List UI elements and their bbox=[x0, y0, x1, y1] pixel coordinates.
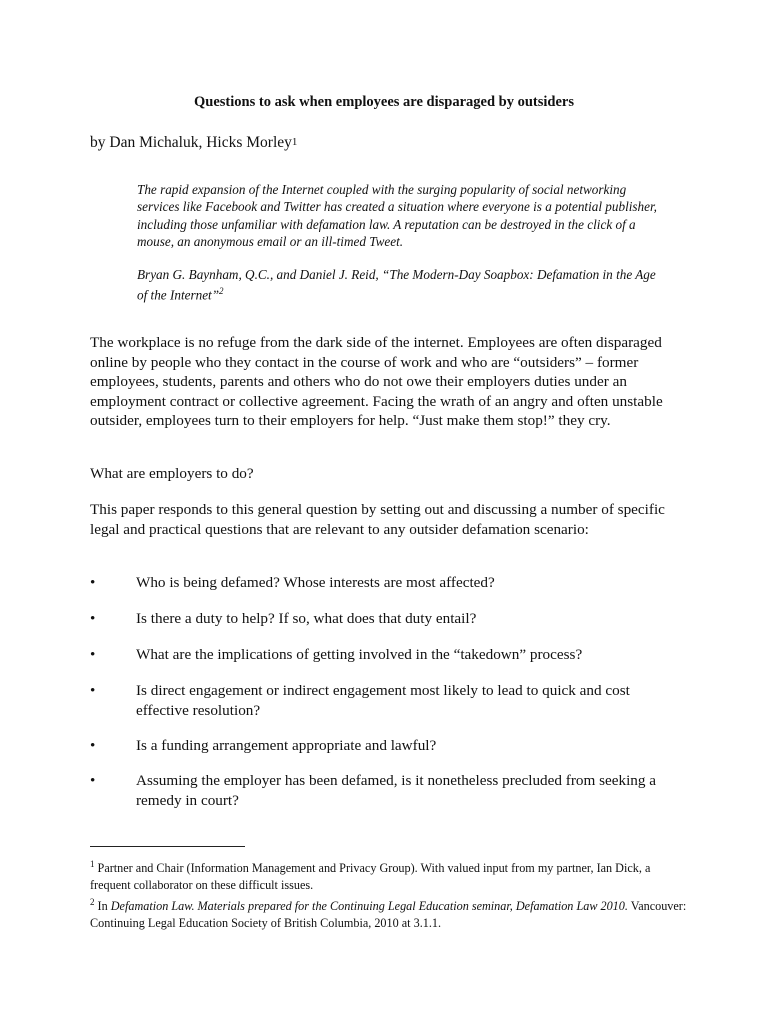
footnote-prefix: In bbox=[97, 899, 111, 914]
footnote-ref-2[interactable]: 2 bbox=[219, 286, 224, 297]
epigraph-quote: The rapid expansion of the Internet coupled with the surging popularity of social networking services like Facebook and Twitter has created a situation where everyone is a potential publisher, including those unfamiliar with defamation law. A reputation can be destroyed in the click of a mouse, an anonymous email or an ill-timed Tweet. bbox=[137, 182, 657, 250]
byline bbox=[90, 134, 297, 152]
epigraph-citation bbox=[137, 266, 657, 304]
citation-text: Bryan G. Baynham, Q.C., and Daniel J. Reid, “The Modern-Day Soapbox: Defamation in the Age of the Internet” bbox=[137, 267, 656, 303]
footnote-divider bbox=[90, 846, 245, 847]
list-item-text: Assuming the employer has been defamed, is it nonetheless precluded from seeking a remedy in court? bbox=[136, 772, 657, 809]
bullet-icon: • bbox=[90, 574, 96, 591]
intro-paragraph: The workplace is no refuge from the dark side of the internet. Employees are often disparaged online by people who they contact in the course of work and who are “outsiders” – former employees, students, parents and others who do not owe their employers duties under an employment contract or collective agreement. Facing the wrath of an angry and often unstable outsider, employees turn to their employers for help. “Just make them stop!” they cry. bbox=[90, 334, 663, 430]
list-item-text: What are the implications of getting involved in the “takedown” process? bbox=[136, 646, 583, 663]
byline-text: by Dan Michaluk, Hicks Morley bbox=[90, 134, 292, 151]
footnote-source-title: Defamation Law. Materials prepared for the Continuing Legal Education seminar, Defamation Law 2010. bbox=[110, 899, 628, 914]
list-item-text: Who is being defamed? Whose interests are most affected? bbox=[136, 574, 495, 591]
footnote-suffix: Vancouver: Continuing Legal Education Society of British Columbia, 2010 at 3.1.1. bbox=[90, 899, 687, 930]
question-paragraph: What are employers to do? bbox=[90, 465, 254, 482]
footnote-text: Partner and Chair (Information Management and Privacy Group). With valued input from my partner, Ian Dick, a frequent collaborator on these difficult issues. bbox=[90, 861, 651, 892]
footnote-number: 2 bbox=[90, 897, 95, 907]
list-item-text: Is there a duty to help? If so, what does that duty entail? bbox=[136, 610, 477, 627]
footnote-number: 1 bbox=[90, 859, 95, 869]
list-item-text: Is direct engagement or indirect engagement most likely to lead to quick and cost effective resolution? bbox=[136, 682, 630, 719]
document-title: Questions to ask when employees are disparaged by outsiders bbox=[194, 94, 574, 110]
bullet-icon: • bbox=[90, 646, 96, 663]
bullet-icon: • bbox=[90, 737, 96, 754]
footnote-1 bbox=[90, 856, 690, 893]
bullet-icon: • bbox=[90, 682, 96, 699]
scope-paragraph: This paper responds to this general question by setting out and discussing a number of specific legal and practical questions that are relevant to any outsider defamation scenario: bbox=[90, 501, 665, 538]
bullet-icon: • bbox=[90, 610, 96, 627]
footnote-2 bbox=[90, 894, 690, 931]
list-item-text: Is a funding arrangement appropriate and lawful? bbox=[136, 737, 437, 754]
footnote-ref-1[interactable]: 1 bbox=[291, 136, 298, 148]
bullet-icon: • bbox=[90, 772, 96, 789]
